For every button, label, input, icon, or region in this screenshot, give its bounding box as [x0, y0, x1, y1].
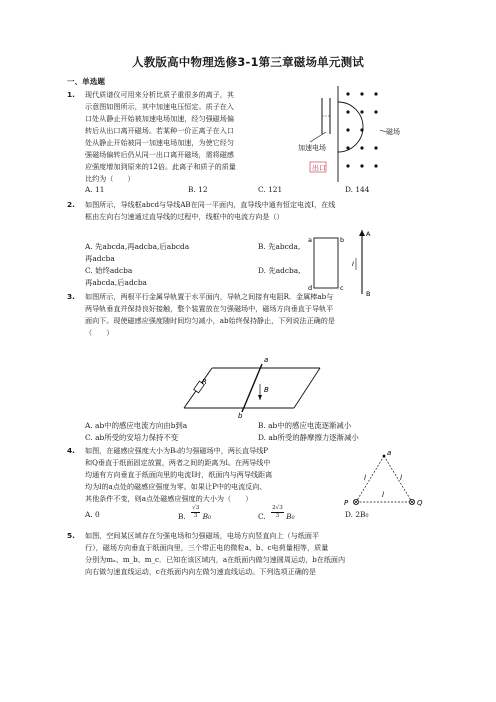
- q2-label-I: I: [352, 260, 354, 268]
- q3-label-a: a: [264, 356, 269, 364]
- q2-option-d[interactable]: D. 先adcba,: [258, 266, 301, 275]
- q1-figure-mass-spectrometer: [300, 84, 410, 184]
- q4-option-b-numerator: √3: [192, 505, 200, 511]
- q4-label-Q: Q: [417, 499, 423, 507]
- q1-accel-label: 加速电场: [298, 144, 326, 152]
- q2-label-A: A: [366, 230, 371, 238]
- q1-option-b[interactable]: B. 12: [188, 185, 208, 194]
- q3-line: 两导轨垂直并保持良好接触，整个装置放在匀强磁场中，磁场方向垂直于导轨平: [85, 304, 334, 313]
- q4-option-c[interactable]: [258, 505, 295, 519]
- q4-option-a[interactable]: A. 0: [85, 510, 100, 519]
- section-heading: 一、单选题: [67, 77, 105, 86]
- q2-label-a: a: [308, 236, 312, 244]
- q1-option-d[interactable]: D. 144: [345, 185, 370, 194]
- q1-option-c[interactable]: C. 121: [258, 185, 283, 194]
- q1-line: 转后从出口离开磁场。若某种一价正离子在入口: [85, 126, 234, 135]
- q4-line: 均通有方向垂直于纸面向里的电流I时，纸面内与两导线距离: [85, 470, 273, 479]
- page-title: 人教版高中物理选修3-1第三章磁场单元测试: [132, 55, 364, 69]
- q3-option-b[interactable]: B. ab中的感应电流逐渐减小: [258, 421, 352, 430]
- q4-number: 4.: [67, 446, 75, 455]
- q1-line: 比约为（ ）: [85, 174, 135, 183]
- q1-line: 口处从静止开始被加速电场加速，经匀强磁场偏: [85, 114, 234, 123]
- q2-label-d: d: [308, 284, 313, 292]
- q4-option-b-letter: B.: [178, 512, 186, 521]
- q2-label-c: c: [340, 284, 344, 292]
- q2-line: 如图所示，导线框abcd与导线AB在同一平面内，直导线中通有恒定电流I，在线: [85, 200, 336, 209]
- q3-option-a[interactable]: A. ab中的感应电流方向由b到a: [85, 421, 188, 430]
- q2-option-b[interactable]: B. 先abcda,: [258, 242, 301, 251]
- q3-line: 如图所示，两根平行金属导轨置于水平面内，导轨之间接有电阻R．金属棒ab与: [85, 292, 334, 301]
- q4-option-d[interactable]: D. 2B₀: [345, 510, 369, 519]
- q4-option-c-tail: B₀: [286, 512, 295, 521]
- q5-number: 5.: [67, 531, 75, 540]
- q5-line: 行），磁场方向垂直于纸面向里，三个带正电的微粒a、b、c电荷量相等，质量: [85, 543, 329, 552]
- q1-field-label: 磁场: [386, 128, 400, 136]
- q4-line: 如图，在磁感应强度大小为B₀的匀强磁场中，两长直导线P: [85, 446, 269, 455]
- q4-label-a: a: [387, 449, 392, 457]
- q2-figure-frame-wire: [308, 228, 392, 298]
- q4-line: 其他条件不变，则a点处磁感应强度的大小为（ ）: [85, 494, 253, 503]
- q3-label-B: B: [264, 386, 269, 394]
- magnetic-field-dots: [346, 92, 377, 167]
- q3-option-c[interactable]: C. ab所受的安培力保持不变: [85, 433, 179, 442]
- q2-option-d-cont: 再abcda,后adcba: [85, 278, 147, 287]
- q4-label-l-right: l: [400, 474, 402, 482]
- q3-line: 面向下。现使磁感应强度随时间均匀减小，ab始终保持静止，下列说法正确的是: [85, 316, 335, 325]
- q3-label-b: b: [238, 412, 243, 420]
- q2-number: 2.: [67, 200, 75, 209]
- q4-figure-triangle: [344, 449, 430, 510]
- q1-line: 现代质谱仪可用来分析比质子重很多的离子，其: [85, 90, 234, 99]
- q1-line: 应强度增加到原来的12倍。此离子和质子的质量: [85, 162, 236, 171]
- q4-option-b-denominator: 3: [193, 512, 198, 519]
- q1-option-a[interactable]: A. 11: [85, 185, 105, 194]
- q1-number: 1.: [67, 90, 75, 99]
- q5-line: 向右做匀速直线运动，c在纸面内向左做匀速直线运动。下列选项正确的是: [85, 567, 316, 576]
- q4-line: 和Q垂直于纸面固定放置，两者之间的距离为l。在两导线中: [85, 458, 271, 467]
- q4-option-c-letter: C.: [258, 512, 266, 521]
- q3-figure-rails: [182, 338, 332, 418]
- q1-line: 强磁场偏转后仍从同一出口离开磁场，需将磁感: [85, 150, 234, 159]
- q2-label-B: B: [366, 290, 371, 298]
- q4-option-b-fraction: [191, 505, 200, 519]
- q2-option-a-cont: 再adcba: [85, 254, 115, 263]
- q1-exit-label: 出口: [312, 164, 326, 172]
- q5-line: 如图，空间某区域存在匀强电场和匀强磁场，电场方向竖直向上（与纸面平: [85, 531, 320, 540]
- q4-option-c-fraction: [271, 505, 284, 519]
- q2-line: 框由左向右匀速通过直导线的过程中，线框中的电流方向是（）: [85, 212, 284, 221]
- q4-label-l-left: l: [364, 474, 366, 482]
- q4-option-c-denominator: 3: [275, 512, 280, 519]
- q5-line: 分别为mₐ、m_b、m_c．已知在该区域内，a在纸面内做匀速圆周运动，b在纸面内: [85, 555, 346, 564]
- q3-option-d[interactable]: D. ab所受的静摩擦力逐渐减小: [258, 433, 359, 442]
- q4-label-l-bottom: l: [382, 491, 384, 499]
- q4-option-b[interactable]: [178, 505, 211, 519]
- q3-number: 3.: [67, 292, 75, 301]
- q2-option-c[interactable]: C. 始终adcba: [85, 266, 133, 275]
- q2-label-b: b: [340, 236, 345, 244]
- q4-option-b-tail: B₀: [202, 512, 212, 521]
- q4-label-P: P: [344, 499, 349, 507]
- q4-option-c-numerator: 2√3: [272, 505, 283, 511]
- q1-line: 处从静止开始被同一加速电场加速，为使它经匀: [85, 138, 234, 147]
- q2-option-a[interactable]: A. 先abcda,再adcba,后abcda: [85, 242, 190, 251]
- q1-line: 示意图如图所示，其中加速电压恒定。质子在入: [85, 102, 234, 111]
- q3-label-R: R: [202, 378, 207, 386]
- q3-line: （ ）: [85, 328, 114, 337]
- q4-line: 均为l的a点处的磁感应强度为零。如果让P中的电流反向、: [85, 482, 267, 491]
